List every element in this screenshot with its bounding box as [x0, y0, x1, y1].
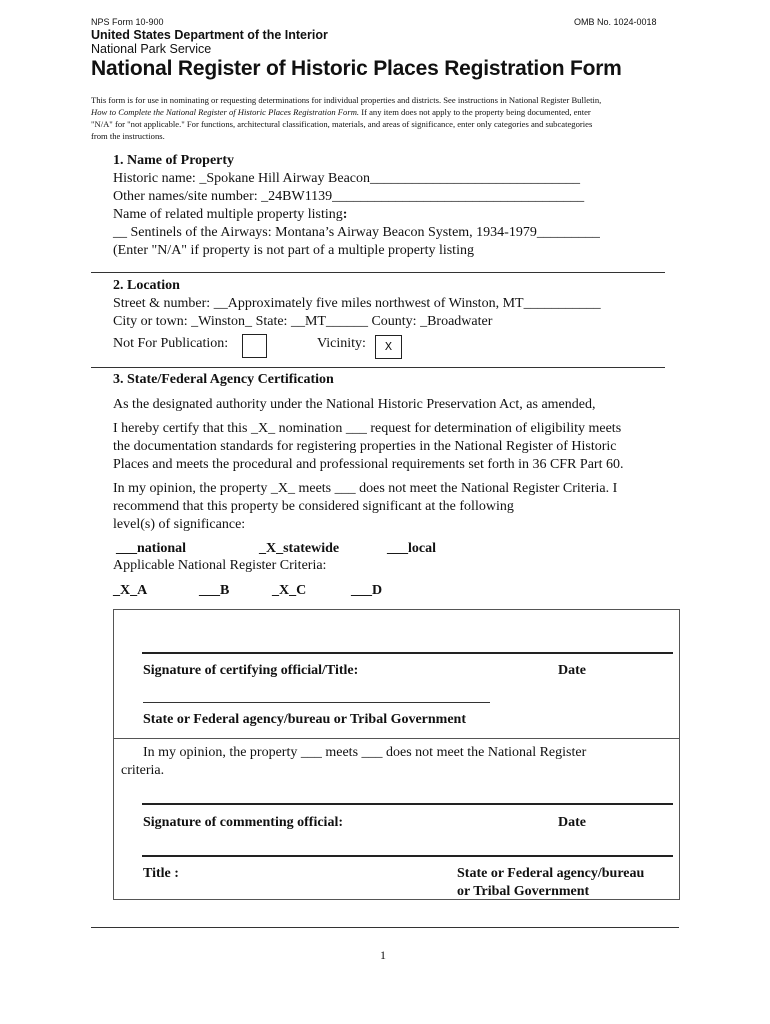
omb-number: OMB No. 1024-0018 — [574, 17, 657, 27]
vicinity-checkbox[interactable] — [375, 335, 402, 359]
agency-label: State or Federal agency/bureau or Tribal Government — [143, 712, 467, 727]
county-label: County: — [371, 314, 417, 329]
intro-line: from the instructions. — [91, 131, 165, 141]
page-number: 1 — [380, 948, 386, 962]
commenting-opinion-line: criteria. — [121, 763, 165, 778]
criteria-c[interactable]: _X_C — [272, 583, 307, 598]
title-signature-line[interactable] — [142, 855, 673, 857]
signature-box-divider — [113, 738, 680, 739]
certifying-official-label: Signature of certifying official/Title: — [143, 663, 359, 678]
agency-label-2b: or Tribal Government — [457, 884, 590, 899]
commenting-opinion-line: In my opinion, the property ___ meets ___ does not meet the National Register — [143, 745, 587, 760]
level-statewide[interactable]: _X_statewide — [259, 541, 340, 556]
intro-line: "N/A" for "not applicable." For functions, architectural classification, materials, and areas of significance, enter only categories and subcategories — [91, 119, 593, 129]
vicinity-label: Vicinity: — [317, 336, 366, 351]
not-for-publication-label: Not For Publication: — [113, 336, 229, 351]
certify-line: the documentation standards for registering properties in the National Register of Historic — [113, 439, 617, 454]
certifying-signature-line[interactable] — [142, 652, 673, 654]
vicinity-mark: X — [384, 340, 393, 354]
historic-name-row — [113, 171, 580, 187]
opinion-line: In my opinion, the property _X_ meets ___ does not meet the National Register Criteria. I — [113, 481, 618, 496]
city-field[interactable]: _Winston_ — [191, 314, 253, 329]
intro-line — [91, 106, 683, 118]
other-names-field[interactable]: _24BW1139____________________________________ — [261, 189, 585, 204]
section-1-heading: 1. Name of Property — [113, 153, 235, 168]
certify-line: Places and meets the procedural and professional requirements set forth in 36 CFR Part 60. — [113, 457, 624, 472]
section-divider — [91, 367, 665, 368]
related-listing-label: Name of related multiple property listing — [113, 207, 343, 222]
city-label: City or town: — [113, 314, 188, 329]
form-number: NPS Form 10-900 — [91, 17, 164, 27]
title-label: Title : — [143, 866, 179, 881]
level-national[interactable]: ___national — [116, 541, 187, 556]
intro-line: This form is for use in nominating or requesting determinations for individual properties and districts. See instructions in National Register Bulletin, — [91, 95, 602, 105]
agency-name: National Park Service — [91, 42, 212, 56]
street-row — [113, 296, 601, 312]
commenting-date-label: Date — [558, 815, 586, 830]
intro-line-rest: If any item does not apply to the property being documented, enter — [359, 107, 591, 117]
criteria-label: Applicable National Register Criteria: — [113, 558, 327, 573]
opinion-line: level(s) of significance: — [113, 517, 246, 532]
agency-label-2a: State or Federal agency/bureau — [457, 866, 645, 881]
section-3-heading: 3. State/Federal Agency Certification — [113, 372, 334, 387]
other-names-label: Other names/site number: — [113, 189, 258, 204]
na-note: (Enter "N/A" if property is not part of a multiple property listing — [113, 243, 474, 258]
opinion-line: recommend that this property be considered significant at the following — [113, 499, 514, 514]
county-field[interactable]: _Broadwater — [420, 314, 493, 329]
commenting-signature-line[interactable] — [142, 803, 673, 805]
certifying-date-label: Date — [558, 663, 586, 678]
agency-signature-line[interactable] — [143, 702, 490, 703]
criteria-d[interactable]: ___D — [351, 583, 383, 598]
state-field[interactable]: __MT______ — [290, 314, 368, 329]
level-local[interactable]: ___local — [387, 541, 436, 556]
related-listing-label-row — [113, 207, 347, 223]
intro-bulletin-title: How to Complete the National Register of Historic Places Registration Form. — [91, 107, 360, 117]
street-field[interactable]: __Approximately five miles northwest of Winston, MT___________ — [213, 296, 601, 311]
certify-line: I hereby certify that this _X_ nomination ___ request for determination of eligibility meets — [113, 421, 622, 436]
authority-line: As the designated authority under the National Historic Preservation Act, as amended, — [113, 397, 596, 412]
historic-name-label: Historic name: — [113, 171, 196, 186]
page-title: National Register of Historic Places Registration Form — [91, 57, 622, 80]
commenting-official-label: Signature of commenting official: — [143, 815, 343, 830]
not-for-publication-checkbox[interactable] — [242, 334, 267, 358]
other-names-row — [113, 189, 584, 205]
criteria-b[interactable]: ___B — [199, 583, 230, 598]
state-label: State: — [255, 314, 288, 329]
section-2-heading: 2. Location — [113, 278, 180, 293]
historic-name-field[interactable]: _Spokane Hill Airway Beacon______________________________ — [199, 171, 580, 186]
street-label: Street & number: — [113, 296, 211, 311]
intro-paragraph — [91, 94, 683, 142]
footer-divider — [91, 927, 679, 928]
criteria-a[interactable]: _X_A — [113, 583, 148, 598]
department-name: United States Department of the Interior — [91, 28, 328, 42]
section-divider — [91, 272, 665, 273]
city-state-county-row — [113, 314, 492, 330]
related-listing-field[interactable]: __ Sentinels of the Airways: Montana’s Airway Beacon System, 1934-1979_________ — [113, 225, 600, 240]
related-listing-colon: : — [342, 207, 348, 222]
